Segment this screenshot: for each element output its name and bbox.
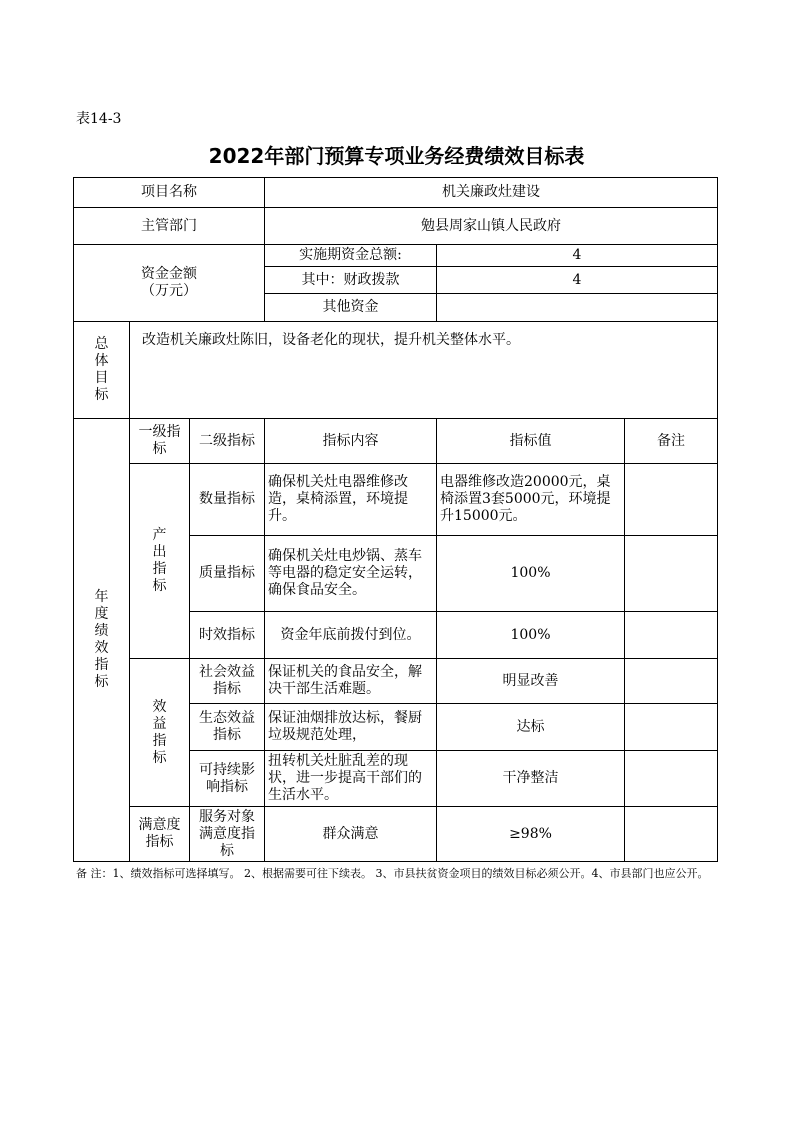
indicator-level2: 社会效益指标: [190, 659, 265, 704]
funds-other-value: [437, 294, 718, 322]
indicator-remark: [625, 612, 718, 659]
indicator-remark: [625, 659, 718, 704]
indicator-content: 确保机关灶电炒锅、蒸车等电器的稳定安全运转，确保食品安全。: [265, 536, 437, 612]
footnote: 备 注：1、绩效指标可选择填写。 2、根据需要可往下续表。 3、市县扶贫资金项目的绩效目标必须公开。4、市县部门也应公开。: [76, 867, 709, 880]
header-level2: 二级指标: [190, 419, 265, 464]
dept-label: 主管部门: [74, 208, 265, 245]
indicator-value: 100%: [437, 612, 625, 659]
goal-text: 改造机关廉政灶陈旧，设备老化的现状，提升机关整体水平。: [130, 322, 718, 419]
annual-indicator-label-text: 年度绩效指标: [94, 589, 109, 690]
indicator-content: 保证机关的食品安全，解决干部生活难题。: [265, 659, 437, 704]
table-number: 表14-3: [76, 111, 122, 127]
funds-label-text: 资金金额: [141, 266, 197, 282]
benefit-indicator-label-text: 效益指标: [152, 698, 167, 766]
indicator-level2: 数量指标: [190, 464, 265, 536]
funds-fiscal-label: 其中：财政拨款: [265, 267, 437, 294]
output-indicator-label-text: 产出指标: [152, 527, 167, 594]
indicator-content: 保证油烟排放达标，餐厨垃圾规范处理，: [265, 704, 437, 751]
indicator-value: 明显改善: [437, 659, 625, 704]
header-content: 指标内容: [265, 419, 437, 464]
indicator-value: 电器维修改造20000元，桌椅添置3套5000元，环境提升15000元。: [437, 464, 625, 536]
page-title: 2022年部门预算专项业务经费绩效目标表: [208, 144, 585, 168]
indicator-content: 群众满意: [265, 807, 437, 862]
header-value: 指标值: [437, 419, 625, 464]
funds-total-label: 实施期资金总额:: [265, 245, 437, 267]
indicator-remark: [625, 464, 718, 536]
indicator-value: ≥98%: [437, 807, 625, 862]
dept-value: 勉县周家山镇人民政府: [265, 208, 718, 245]
funds-label: [74, 245, 265, 322]
funds-fiscal-value: 4: [437, 267, 718, 294]
indicator-remark: [625, 807, 718, 862]
indicator-remark: [625, 704, 718, 751]
indicator-value: 100%: [437, 536, 625, 612]
indicator-level2: 时效指标: [190, 612, 265, 659]
performance-target-table: [73, 177, 718, 862]
indicator-value: 达标: [437, 704, 625, 751]
funds-unit: （万元）: [141, 283, 197, 299]
indicator-content: 扭转机关灶脏乱差的现状，进一步提高干部们的生活水平。: [265, 751, 437, 807]
funds-total-value: 4: [437, 245, 718, 267]
indicator-content: 确保机关灶电器维修改造，桌椅添置，环境提升。: [265, 464, 437, 536]
indicator-level2: 服务对象满意度指标: [190, 807, 265, 862]
header-level1: 一级指标: [130, 419, 190, 464]
header-remark: 备注: [625, 419, 718, 464]
benefit-indicator-label: [130, 659, 190, 807]
goal-label-text: 总体目标: [94, 336, 109, 403]
project-name-value: 机关廉政灶建设: [265, 178, 718, 208]
project-name-label: 项目名称: [74, 178, 265, 208]
indicator-remark: [625, 536, 718, 612]
output-indicator-label: [130, 464, 190, 659]
indicator-content: 资金年底前拨付到位。: [265, 612, 437, 659]
indicator-level2: 质量指标: [190, 536, 265, 612]
indicator-level2: 可持续影响指标: [190, 751, 265, 807]
funds-other-label: 其他资金: [265, 294, 437, 322]
indicator-value: 干净整洁: [437, 751, 625, 807]
indicator-remark: [625, 751, 718, 807]
goal-label: [74, 322, 130, 419]
satisfaction-indicator-label: 满意度指标: [130, 807, 190, 862]
annual-indicator-label: [74, 419, 130, 862]
indicator-level2: 生态效益指标: [190, 704, 265, 751]
